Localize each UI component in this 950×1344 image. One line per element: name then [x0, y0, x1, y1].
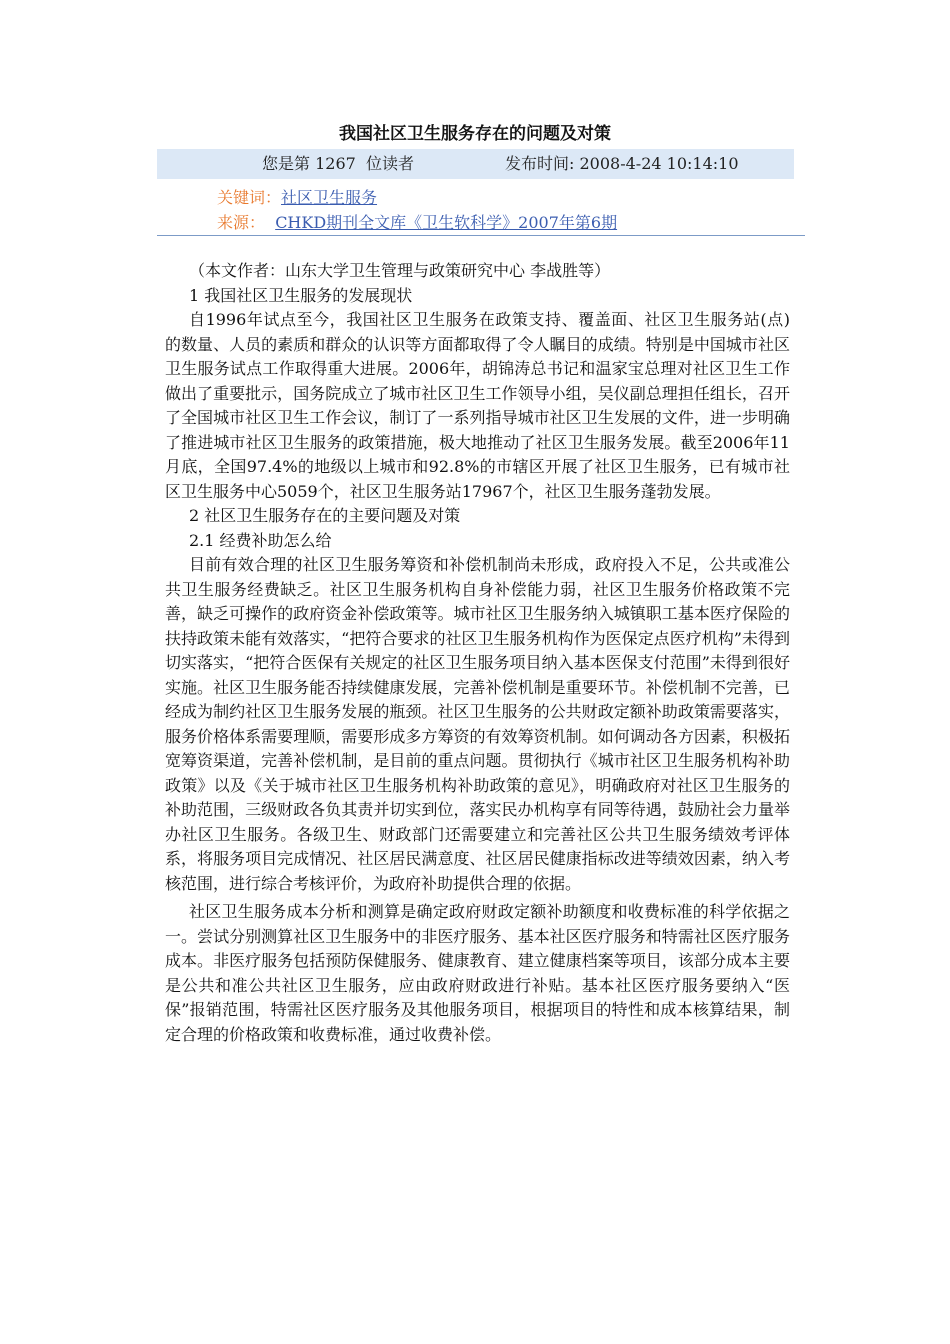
article-body	[165, 259, 790, 1047]
section-heading-2: 2 社区卫生服务存在的主要问题及对策	[189, 506, 461, 525]
keywords-row	[217, 186, 377, 210]
reader-count: 您是第 1267 位读者	[262, 154, 414, 173]
paragraph-cost-analysis: 社区卫生服务成本分析和测算是确定政府财政定额补助额度和收费标准的科学依据之一。尝试分别测算社区卫生服务中的非医疗服务、基本社区医疗服务和特需社区医疗服务成本。非医疗服务包括预防保健服务、健康教育、建立健康档案等项目，该部分成本主要是公共和准公共社区卫生服务，应由政府财政进行补贴。基本社区医疗服务要纳入“医保”报销范围，特需社区医疗服务及其他服务项目，根据项目的特性和成本核算结果，制定合理的价格政策和收费标准，通过收费补偿。	[165, 902, 790, 1044]
article-title: 我国社区卫生服务存在的问题及对策	[339, 124, 611, 144]
source-link[interactable]: CHKD期刊全文库《卫生软科学》2007年第6期	[275, 213, 618, 232]
source-row	[217, 211, 617, 235]
paragraph-development-status: 自1996年试点至今，我国社区卫生服务在政策支持、覆盖面、社区卫生服务站(点) 的数量、人员的素质和群众的认识等方面都取得了令人瞩目的成绩。特别是中国城市社区卫生服务试点工作取得重大进展。2006年，胡锦涛总书记和温家宝总理对社区卫生工作做出了重要批示，国务院成立了城市社区卫生工作领导小组，吴仪副总理担任组长，召开了全国城市社区卫生工作会议，制订了一系列指导城市社区卫生发展的文件，进一步明确了推进城市社区卫生服务的政策措施，极大地推动了社区卫生服务发展。截至2006年11月底，全国97.4%的地级以上城市和92.8%的市辖区开展了社区卫生服务，已有城市社区卫生服务中心5059个，社区卫生服务站17967个，社区卫生服务蓬勃发展。	[165, 310, 790, 501]
article-meta-bar	[157, 149, 794, 179]
header-divider	[157, 235, 805, 236]
paragraph-funding-mechanism: 目前有效合理的社区卫生服务筹资和补偿机制尚未形成，政府投入不足，公共或准公共卫生服务经费缺乏。社区卫生服务机构自身补偿能力弱，社区卫生服务价格政策不完善，缺乏可操作的政府资金补偿政策等。城市社区卫生服务纳入城镇职工基本医疗保险的扶持政策未能有效落实，“把符合要求的社区卫生服务机构作为医保定点医疗机构”未得到切实落实，“把符合医保有关规定的社区卫生服务项目纳入基本医保支付范围”未得到很好实施。社区卫生服务能否持续健康发展，完善补偿机制是重要环节。补偿机制不完善，已经成为制约社区卫生服务发展的瓶颈。社区卫生服务的公共财政定额补助政策需要落实，服务价格体系需要理顺，需要形成多方筹资的有效筹资机制。如何调动各方因素，积极拓宽筹资渠道，完善补偿机制，是目前的重点问题。贯彻执行《城市社区卫生服务机构补助政策》以及《关于城市社区卫生服务机构补助政策的意见》，明确政府对社区卫生服务的补助范围，三级财政各负其责并切实到位，落实民办机构享有同等待遇，鼓励社会力量举办社区卫生服务。各级卫生、财政部门还需要建立和完善社区公共卫生服务绩效考评体系，将服务项目完成情况、社区居民满意度、社区居民健康指标改进等绩效因素，纳入考核范围，进行综合考核评价，为政府补助提供合理的依据。	[165, 555, 790, 893]
keywords-link[interactable]: 社区卫生服务	[281, 188, 378, 207]
author-note: （本文作者：山东大学卫生管理与政策研究中心 李战胜等）	[189, 261, 611, 280]
publish-time: 发布时间: 2008-4-24 10:14:10	[505, 154, 739, 173]
keywords-label: 关键词：	[217, 188, 282, 207]
source-label: 来源：	[217, 213, 266, 232]
section-heading-1: 1 我国社区卫生服务的发展现状	[189, 285, 413, 305]
subsection-heading-2-1: 2.1 经费补助怎么给	[189, 530, 332, 550]
